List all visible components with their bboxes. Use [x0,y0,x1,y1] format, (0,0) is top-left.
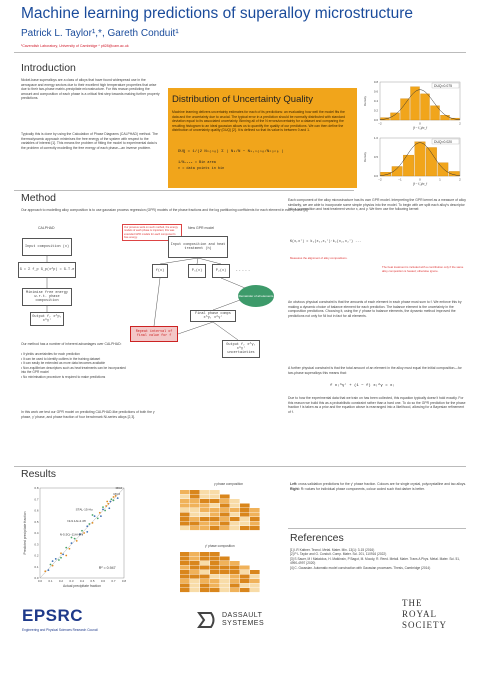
box-final-phase: Final phase comps x^γ, x^γ' [190,310,236,322]
matrix-cell [250,522,260,526]
matrix-cell [230,504,240,508]
matrix-cell [200,588,210,592]
hist-xtick: 0 [419,121,421,126]
matrix-cell [220,561,230,565]
matrix-cell [240,504,250,508]
matrix-cell [240,579,250,583]
box-free-energy: G = Σ f_p G_p(x^p) = G.T.e [18,262,76,278]
matrix-cell [200,499,210,503]
caption-left-tag: Left: [290,482,298,486]
balance-paragraph: An obvious physical constraint is that the amounts of each element in each phase must sum to f. We enforce this by making a dynamic choice of balance element for each prediction. The balance element is the uncertainty in the composition predictions. Choosing it, using the γ' phase to balance elements, the dynamic method improved the predictions not only for Ni but in fact for all elements. [288,300,462,318]
matrix-cell [200,579,210,583]
matrix-cell [200,522,210,526]
hist-xtick: 0 [419,177,421,182]
kernel-note-b: The heat treatment is included with a contribution only if the same alloy composition is heated; otherwise ignore. [382,265,464,273]
bayesian-paragraph: Due to how the experimental data that we train on has been collected, this equation typically doesn't hold exactly. For this reason we build this as a probabilistic constraint rather than a hard one. To do so the GPR prediction for the phase fraction f is taken as a prior and the equation above is rearranged into a likelihood, allowing for a Bayesian refinement of f. [288,396,466,414]
method-lead: Our approach to modelling alloy composition is to use gaussian process regression (GPR) models of the phase fractions and the log partitioning coefficients for each element in each phase [3]. [21,208,309,212]
matrix-cell [180,570,190,574]
scatter-ytick: 0.2 [34,553,39,558]
matrix-cell [220,566,230,570]
hist-xtick: −2 [378,121,382,126]
matrix-cell [230,517,240,521]
matrix-cell [180,579,190,583]
matrix-cell [220,504,230,508]
matrix-cell [180,588,190,592]
hist-ytick: 0.0 [373,174,378,179]
matrix-cell [250,575,260,579]
matrix-cell [220,575,230,579]
advantages-list [21,352,131,380]
box-input-composition-heat: Input composition and heat treatment (h) [168,236,228,258]
more-boxes-dots: · · · · · [236,268,250,274]
matrix-cell [220,508,230,512]
matrix-top-label: γ phase composition [214,482,244,486]
scatter-point [50,564,52,566]
scatter-annotation: N-5.5Cr-11Al-8Ni [59,532,84,537]
scatter-xlabel: Actual precipitate fraction [62,584,102,588]
matrix-cell [200,490,210,494]
scatter-point [60,557,62,559]
scatter-xtick: 0.8 [121,579,127,583]
matrix-cell [220,522,230,526]
matrix-cell [190,490,200,494]
calphad-label: CALPHAD [38,226,55,230]
matrix-cell [190,570,200,574]
scatter-point [62,553,64,555]
matrix-cell [180,552,190,556]
matrix-cell [180,513,190,517]
matrix-cell [200,495,210,499]
matrix-cell [190,508,200,512]
matrix-cell [220,584,230,588]
matrix-cell [180,504,190,508]
scatter-point [44,570,46,572]
references-divider [288,528,466,529]
matrix-cell [240,526,250,530]
matrix-cell [210,575,220,579]
scatter-point [52,560,54,562]
matrix-cell [180,561,190,565]
hist-legend-label: DUQ=0.020 [434,140,452,144]
kernel-paragraph: Each component of the alloy microstructure has its own GPR model. Interpreting the GPR kernel as a measure of alloy similarity, we are able to incorporate some simple physics into the model. To begin with we split each alloy's descriptor into a composition and heat treatment vector x, and y. We then use the following kernel: [288,198,466,212]
matrix-cell [210,584,220,588]
scatter-xtick: 0.1 [48,579,53,583]
matrix-cell [200,552,210,556]
matrix-cell [190,557,200,561]
matrix-cell [230,588,240,592]
matrix-cell [250,517,260,521]
scatter-ytick: 0.8 [34,486,39,490]
matrix-cell [200,570,210,574]
scatter-annotation: MC2 [115,486,123,491]
scatter-point [102,506,104,508]
box-f: f(x) [152,264,168,278]
hist-xtick: 2 [459,177,461,182]
advantages-lead: Our method has a number of inherent advantages over CALPHAD: [21,342,122,346]
matrix-cell [200,526,210,530]
matrix-cell [210,526,220,530]
matrix-cell [190,513,200,517]
reference-item: [3] S Sauer, M I Mataiolus, H. Matkinsin, P Bagot, M. Moody, R. Reed. Metall. Mater. Trans A Phys. Metal. Mater. Sci. 51, 4990-4997 (2020) [290,556,460,566]
scatter-xtick: 0.0 [37,579,43,583]
matrix-cell [240,570,250,574]
scatter-point [65,547,67,549]
matrix-cell [190,566,200,570]
matrix-cell [190,526,200,530]
duq-formula: DUQ = 1/(2 Nₙₒₙₑ) Σ | Nₛ/N − Nₛ,ₙₒₙₑ/Nₙₒₙₑ | [178,150,284,154]
intro-paragraph-2: Typically this is done by using the Calculation of Phase Diagrams (CALPHAD) method. The thermodynamic approach minimises the free energy of the system with respect to the variables of interest [1]. This means the problem of fitting the model to experimental data is the problem of correctly modelling the free energy of each phase—an inverse problem. [21,132,158,150]
matrix-cell [240,566,250,570]
matrix-cell [180,508,190,512]
scatter-point [94,515,96,517]
box-repeat: Repeat interval of final value for f [130,326,178,342]
hist-ytick: 0.4 [373,99,378,104]
matrix-cell [230,579,240,583]
matrix-cell [200,517,210,521]
matrix-cell [240,575,250,579]
scatter-ytick: 0.4 [34,531,39,535]
duq-def-1: 1/Nₙₒₙₑ = Bin area [178,161,216,165]
matrix-cell [200,504,210,508]
hist-ytick: 1.0 [373,136,378,141]
hist-xtick: −1 [398,177,402,182]
matrix-cell [250,570,260,574]
advantage-item: • It can be used to identify outliers in the training dataset [21,357,131,362]
matrix-cell [210,579,220,583]
matrix-cell [250,588,260,592]
hist-ytick: 0.8 [373,80,378,85]
scatter-r2: R² = 0.947 [98,566,116,570]
matrix-cell [210,588,220,592]
royal-society-logo: THE ROYAL SOCIETY [402,598,447,630]
matrix-cell [230,499,240,503]
matrix-cell [220,526,230,530]
matrix-cell [180,557,190,561]
matrix-cell [220,495,230,499]
hist-ylabel: Density [363,151,367,163]
matrix-cell [220,579,230,583]
scatter-xtick: 0.5 [90,579,95,583]
scatter-point [71,537,73,539]
matrix-cell [180,522,190,526]
scatter-ytick: 0.0 [34,576,39,580]
matrix-cell [210,517,220,521]
matrix-cell [230,526,240,530]
matrix-cell [190,584,200,588]
scatter-xtick: 0.6 [100,579,106,583]
matrix-cell [240,588,250,592]
scatter-point [113,499,115,501]
matrix-cell [180,517,190,521]
constraint-paragraph: A further physical constraint is that the total amount of an element in the alloy must equal the initial composition—for two-phase superalloys this means that: [288,366,462,375]
scatter-point [117,497,119,499]
matrix-cell [210,495,220,499]
scatter-point [52,565,54,567]
matrix-cell [230,584,240,588]
box-output-gpr: Output f, x^γ, x^γ' uncertainties [222,340,260,358]
scatter-point [97,517,99,519]
scatter-point [104,510,106,512]
matrix-cell [210,557,220,561]
advantage-item: • Non-equilibrium descriptors such as heat treatments can be incorporated into the GPR model [21,366,131,375]
matrix-cell [190,575,200,579]
results-scatter [20,484,130,596]
matrix-cell [240,522,250,526]
matrix-cell [230,566,240,570]
scatter-point [109,501,111,503]
matrix-cell [190,504,200,508]
kernel-note-a: Measures the alignment of alloy compositions. [290,256,348,260]
caption-right-tag: Right: [290,486,300,491]
box-output-calphad: Output f, x^p, x^γ' [30,312,64,326]
matrix-cell [210,513,220,517]
matrix-cell [210,490,220,494]
matrix-cell [210,566,220,570]
scatter-point [60,552,62,554]
scatter-point [74,538,76,540]
matrix-cell [190,495,200,499]
matrix-bottom [150,550,280,600]
scatter-annotation: Ni-9.1Al-4.4Ti [67,518,87,523]
poster-title: Machine learning predictions of superalloy microstructure [21,5,413,22]
scatter-point [92,522,94,524]
intro-heading: Introduction [21,62,76,74]
scatter-point [71,542,73,544]
box-p2: P₂(x) [212,264,230,278]
matrix-cell [200,575,210,579]
matrix-cell [210,499,220,503]
duq-heading: Distribution of Uncertainty Quality [172,94,313,105]
matrix-cell [190,552,200,556]
matrix-cell [220,513,230,517]
scatter-point [83,532,85,534]
matrix-bottom-label: γ' phase composition [205,544,235,548]
scatter-ytick: 0.3 [34,542,39,547]
matrix-cell [250,508,260,512]
matrix-cell [190,522,200,526]
scatter-annotation: MC3 [113,491,121,496]
remainder-ellipse: Remainder of all elements [238,285,274,307]
scatter-point [86,525,88,527]
hist-xlabel: (f − f₀)/σ_f [412,182,428,186]
matrix-cell [250,579,260,583]
matrix-cell [190,579,200,583]
matrix-cell [230,513,240,517]
matrix-cell [230,561,240,565]
scatter-ytick: 0.5 [34,519,39,524]
scatter-point [55,558,57,560]
matrix-cell [210,504,220,508]
matrix-cell [250,526,260,530]
matrix-cell [220,557,230,561]
scatter-point [99,512,101,514]
scatter-ytick: 0.6 [34,508,39,513]
box-input-composition: Input composition (x) [22,238,72,256]
scatter-ytick: 0.1 [34,564,39,569]
matrix-cell [250,513,260,517]
matrix-cell [210,570,220,574]
box-p1: P₁(x) [188,264,206,278]
dassault-logo: DASSAULT SYSTEMES [222,612,265,627]
matrix-cell [240,584,250,588]
scatter-xtick: 0.3 [69,579,74,583]
scatter-point [100,515,102,517]
matrix-cell [230,575,240,579]
matrix-cell [240,517,250,521]
box-minimise: Minimise free energy w.r.t. phase composition [22,288,72,306]
scatter-point [108,507,110,509]
matrix-cell [200,557,210,561]
scatter-point [107,503,109,505]
scatter-point [105,505,107,507]
matrix-cell [220,517,230,521]
epsrc-logo: EPSRC [22,606,84,625]
matrix-cell [250,584,260,588]
hist-xtick: −2 [378,177,382,182]
results-heading: Results [21,468,57,480]
duq-paragraph: Machine learning delivers uncertainty estimates for each of its predictions: an evaluating how well the model fits the data and the uncertainty due to crucial. The typical error in a prediction should be normally distributed with standard deviation equal to its associated uncertainty. Binning all of the N errors/uncertainty for a dataset and comparing the resulting histogram to an ideal gaussian allows us to quantify the quality of our predictions. We can then define the distribution of uncertainty quality (DUQ) [2]. It is defined so that its value is between 0 and 1. [172,110,345,133]
hist-xlabel: (f − f₀)/σ_f [412,126,428,130]
scatter-xtick: 0.4 [79,579,85,583]
scatter-point [48,569,50,571]
matrix-cell [180,575,190,579]
method-closing: In this work we test our GPR model on predicting CALPHAD-like predictions of both the γ phase, γ' phase, and phase fraction of four benchmark Ni-series alloys [2,3]. [21,410,155,419]
matrix-cell [210,508,220,512]
matrix-cell [180,526,190,530]
matrix-cell [210,522,220,526]
matrix-cell [190,561,200,565]
matrix-cell [180,495,190,499]
matrix-cell [180,499,190,503]
scatter-point [86,531,88,533]
scatter-point [102,508,104,510]
epsrc-subtitle: Engineering and Physical Sciences Research Council [22,628,98,632]
poster-authors: Patrick L. Taylor¹,*, Gareth Conduit¹ [21,28,179,39]
caption-left-text: cross-validation predictions for the γ' phase fraction. Colours are for single crystal, polycrystalline and tao alloys. [297,482,467,486]
matrix-cell [180,490,190,494]
matrix-cell [230,522,240,526]
matrix-cell [220,588,230,592]
scatter-point [76,540,78,542]
reference-item: [4] C. Gaussian. Automatic model construction with Gaussian processes. Thesis, Cambridge (2014) [290,565,431,570]
scatter-xtick: 0.2 [58,579,64,583]
scatter-point [111,498,113,500]
method-heading: Method [21,192,57,204]
matrix-cell [210,552,220,556]
scatter-point [88,523,90,525]
advantage-item: • It can easily be extended as more data becomes available [21,361,131,366]
hist-legend-label: DUQ=0.075 [434,84,452,88]
reference-item: [2] P L Taylor and G. Conduit. Comp. Mater. Sci. 201, 110916 (2022) [290,552,387,557]
hist-xtick: 2 [459,121,461,126]
reference-item: [1] I-R Kattner. Tecnol. Metal. Mater. Min. 13(1): 3-15 (2016) [290,548,375,552]
hist-ytick: 0.5 [373,155,378,160]
matrix-cell [190,517,200,521]
matrix-cell [200,584,210,588]
kernel-equation: K(x,x') = k₁(x₁,x₁')·k₂(x₂,x₂') ... [290,240,362,244]
scatter-point [92,514,94,516]
matrix-cell [200,561,210,565]
matrix-cell [200,566,210,570]
matrix-cell [200,508,210,512]
matrix-cell [240,508,250,512]
constraint-equation: f xᵢ^γ' + (1 − f) xᵢ^γ = xᵢ [330,384,395,388]
poster-affiliation: ¹Cavendish Laboratory, University of Cambridge * plt28@cam.ac.uk [21,44,129,48]
matrix-cell [180,566,190,570]
scatter-point [58,559,60,561]
references-list [290,548,468,570]
matrix-cell [230,508,240,512]
dassault-icon [196,610,218,630]
matrix-cell [220,499,230,503]
matrix-cell [210,561,220,565]
matrix-cell [240,513,250,517]
duq-def-2: ν = data points in bin [178,167,225,171]
intro-paragraph-1: Nickel-base superalloys are a class of alloys that have found widespread use in the aerospace and energy sectors due to their excellent high temperature properties that arise due to their two-phase matrix-precipitate microstructure. For this reason predicting the amount and composition of each phase is a critical first step towards making further property predictions. [21,78,160,101]
hist-ytick: 0.0 [373,118,378,123]
scatter-point [69,548,71,550]
results-caption [290,482,468,491]
scatter-ytick: 0.7 [34,497,39,502]
scatter-point [113,496,115,498]
scatter-annotation: STAL-15-Hu [75,507,93,512]
hist-ytick: 0.6 [373,89,378,94]
results-divider [14,466,466,467]
matrix-cell [230,570,240,574]
caption-right-text: R² values for individual phase components, colour coded such that darker is better. [299,486,425,491]
scatter-xtick: 0.7 [111,579,116,583]
matrix-cell [220,570,230,574]
matrix-top [150,488,280,538]
scatter-point [106,501,108,503]
matrix-cell [190,588,200,592]
hist-ytick: 0.2 [373,108,378,113]
scatter-point [65,555,67,557]
hist-xtick: 1 [439,177,441,182]
hist-ylabel: Density [363,95,367,107]
matrix-cell [180,584,190,588]
matrix-cell [190,499,200,503]
scatter-ylabel: Predicted precipitate fraction [23,511,27,555]
matrix-cell [200,513,210,517]
advantage-item: • It yields uncertainties for each prediction [21,352,131,357]
gpr-label: New GPR model [188,226,215,230]
references-heading: References [290,532,344,544]
advantage-item: • No minimisation procedure is required to make predictions [21,375,131,380]
method-note: Our previous work on such method, the energy models of each phase is important, this was extended GPR models for each component's free energy. [122,224,182,241]
